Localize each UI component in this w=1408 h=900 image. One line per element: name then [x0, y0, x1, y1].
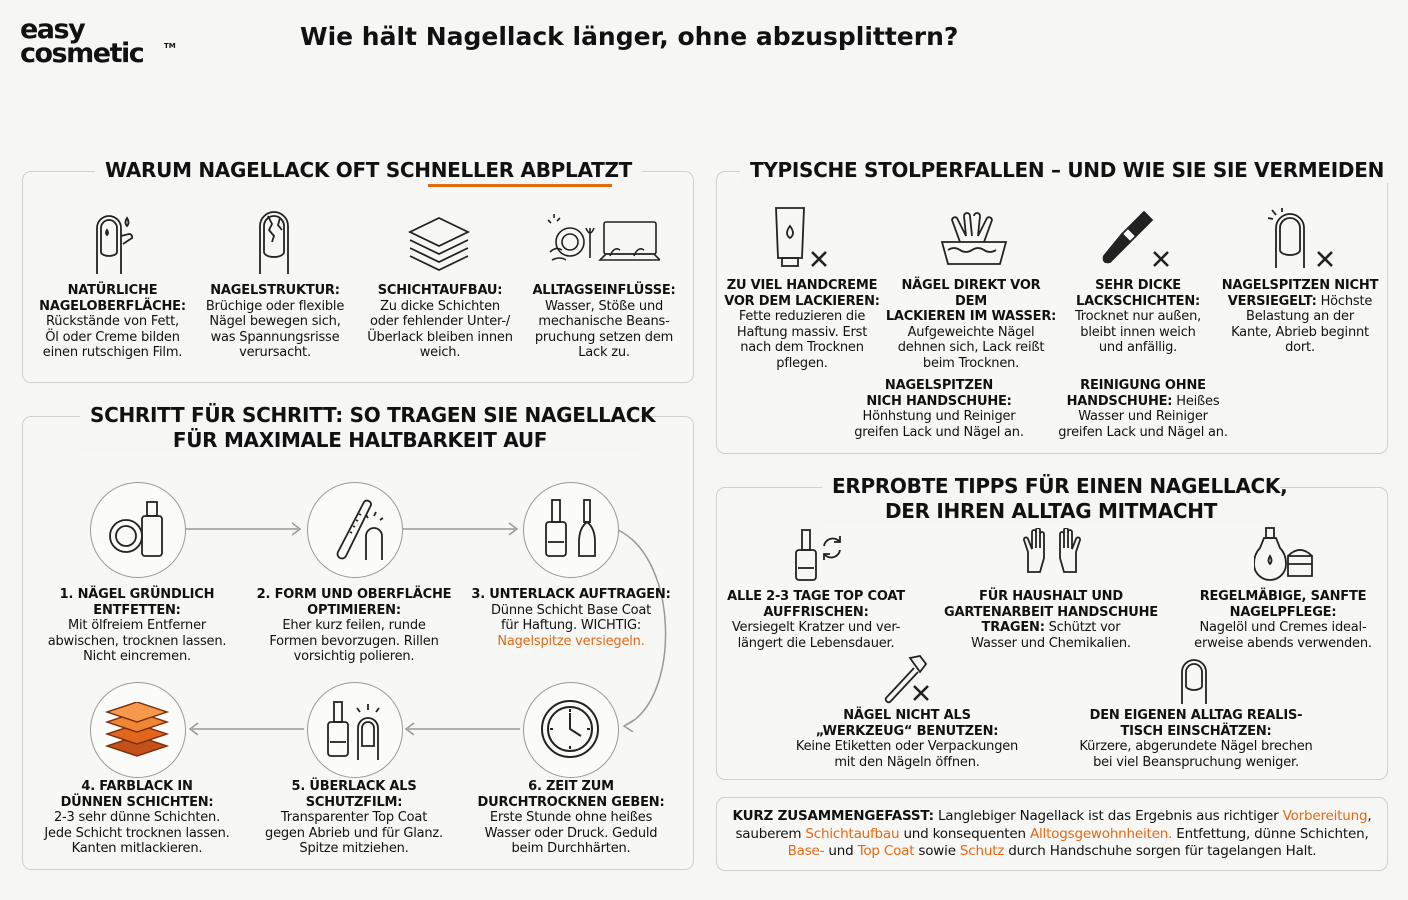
pitfall-3-text: SEHR DICKE LACKSCHICHTEN: Trocknet nur außen, bleibt innen weich und anfällig. [1074, 278, 1202, 355]
step-3-text: 3. UNTERLACK AUFTRAGEN: Dünne Schicht Base Coat für Haftung. WICHTIG: Nagelspitze versiegeln. [471, 587, 671, 649]
pitfall-5-text: NAGELSPITZEN NICH HANDSCHUHE: Hönhstung und Reiniger greifen Lack und Nägel an. [854, 378, 1024, 440]
brand-trademark: TM [164, 42, 176, 50]
gloves-icon [1022, 528, 1082, 584]
short-nail-icon [1178, 656, 1210, 706]
brand-logo [20, 14, 180, 70]
layers-icon [406, 214, 472, 272]
why-item-4: ALLTAGSEINFLÜSSE: Wasser, Stöße und mechanische Beans- pruchung setzen dem Lack zu. [532, 283, 676, 360]
tip-3-text: REGELMÄBIGE, SANFTE NAGELPFLEGE: Nagelöl und Cremes ideal- erweise abends verwenden. [1194, 589, 1372, 651]
tip-5-text: DEN EIGENEN ALLTAG REALIS- TISCH EINSCHÄTZEN: Kürzere, abgerundete Nägel brechen bei viel Beanspruchung weniger. [1079, 708, 1313, 770]
step-6-text: 6. ZEIT ZUM DURCHTROCKNEN GEBEN: Erste Stunde ohne heißes Wasser oder Druck. Geduld beim Durchhärten. [477, 779, 665, 856]
step-1-text: 1. NÄGEL GRÜNDLICH ENTFETTEN: Mit ölfreiem Entferner abwischen, trocknen lassen. Nicht eincremen. [47, 587, 227, 664]
cracked-nail-icon [252, 208, 298, 276]
summary-text: KURZ ZUSAMMENGEFASST: Langlebiger Nagellack ist das Ergebnis aus richtiger Vorbereitung, sauberem Schichtaufbau und konsequenten Alltogsgewohnheiten. Entfettung, dünne Schichten, Base- und Top Coat sowie Schutz durch Handschuhe sorgen für tagelangen Halt. [732, 808, 1372, 859]
nail-tip-x-icon [1266, 206, 1338, 270]
dishes-laptop-icon [544, 208, 660, 276]
summary-box [716, 797, 1388, 871]
arrow-step-6-to-5 [402, 722, 522, 736]
why-item-3: SCHICHTAUFBAU: Zu dicke Schichten oder fehlender Unter-/ Überlack bleiben innen weich. [367, 283, 513, 360]
page-title: Wie hält Nagellack länger, ohne abzusplittern? [300, 22, 959, 51]
arrow-step-5-to-4 [186, 722, 306, 736]
step-2-text: 2. FORM UND OBERFLÄCHE OPTIMIEREN: Eher kurz feilen, runde Formen bevorzugen. Rillen vorsichtig polieren. [256, 587, 452, 664]
arrow-step-1-to-2 [186, 522, 304, 536]
oil-cream-icon [1254, 526, 1314, 584]
brand-line-2: cosmetic [20, 38, 144, 69]
arrow-step-2-to-3 [403, 522, 521, 536]
why-panel-title: WARUM NAGELLACK OFT SCHNELLER ABPLATZT [95, 157, 642, 183]
brand-line-1: easy [20, 14, 85, 45]
step-4-text: 4. FARBLACK IN DÜNNEN SCHICHTEN: 2-3 sehr dünne Schichten. Jede Schicht trocknen lassen. Kanten mitlackieren. [44, 779, 230, 856]
why-title-underline [428, 184, 612, 187]
bottle-refresh-icon [790, 528, 846, 584]
pitfall-1-text: ZU VIEL HANDCREME VOR DEM LACKIEREN: Fette reduzieren die Haftung massiv. Erst nach dem Trocknen pflegen. [724, 278, 880, 371]
remover-pad-icon [104, 496, 170, 562]
nail-tool-x-icon [880, 654, 936, 704]
tips-panel-title: ERPROBTE TIPPS FÜR EINEN NAGELLACK, DER IHREN ALLTAG MITMACHT [822, 474, 1280, 524]
why-item-2: NAGELSTRUKTUR: Brüchige oder flexible Nägel bewegen sich, was Spannungsrisse verursacht. [205, 283, 345, 360]
orange-layers-icon [103, 702, 171, 758]
step-5-text: 5. ÜBERLACK ALS SCHUTZFILM: Transparenter Top Coat gegen Abrieb und für Glanz. Spitze mitziehen. [265, 779, 443, 856]
tip-4-text: NÄGEL NICHT ALS „WERKZEUG“ BENUTZEN: Keine Etiketten oder Verpackungen mit den Nägeln öffnen. [795, 708, 1019, 770]
tip-1-text: ALLE 2-3 TAGE TOP COAT AUFFRISCHEN: Versiegelt Kratzer und ver- längert die Lebensdauer. [727, 589, 905, 651]
base-coat-bottles-icon [538, 496, 604, 562]
top-coat-nail-icon [322, 696, 388, 762]
hands-water-icon [936, 206, 1012, 270]
pitfalls-panel-title: TYPISCHE STOLPERFALLEN – UND WIE SIE SIE VERMEIDEN [740, 157, 1394, 183]
pitfall-2-text: NÄGEL DIREKT VOR DEM LACKIEREN IM WASSER: Aufgeweichte Nägel dehnen sich, Lack reißt beim Trocknen. [885, 278, 1057, 371]
pitfall-4-text: NAGELSPITZEN NICHT VERSIEGELT: Höchste Belastung an der Kante, Abrieb beginnt dort. [1221, 278, 1379, 355]
cream-tube-x-icon [772, 206, 832, 270]
wet-nail-icon [87, 208, 137, 276]
nail-file-icon [324, 496, 390, 562]
steps-panel-title: SCHRITT FÜR SCHRITT: SO TRAGEN SIE NAGELLACK FÜR MAXIMALE HALTBARKEIT AUF [80, 403, 640, 453]
clock-icon [539, 698, 601, 760]
brush-x-icon [1100, 206, 1180, 270]
tip-2-text: FÜR HAUSHALT UND GARTENARBEIT HANDSCHUHE TRAGEN: Schützt vor Wasser und Chemikalien. [944, 589, 1158, 651]
pitfall-6-text: REINIGUNG OHNE HANDSCHUHE: Heißes Wasser und Reiniger greifen Lack und Nägel an. [1058, 378, 1228, 440]
why-item-1: NATÜRLICHE NAGELOBERFLÄCHE: Rückstände von Fett, Öl oder Creme bilden einen rutschigen Film. [39, 283, 186, 360]
